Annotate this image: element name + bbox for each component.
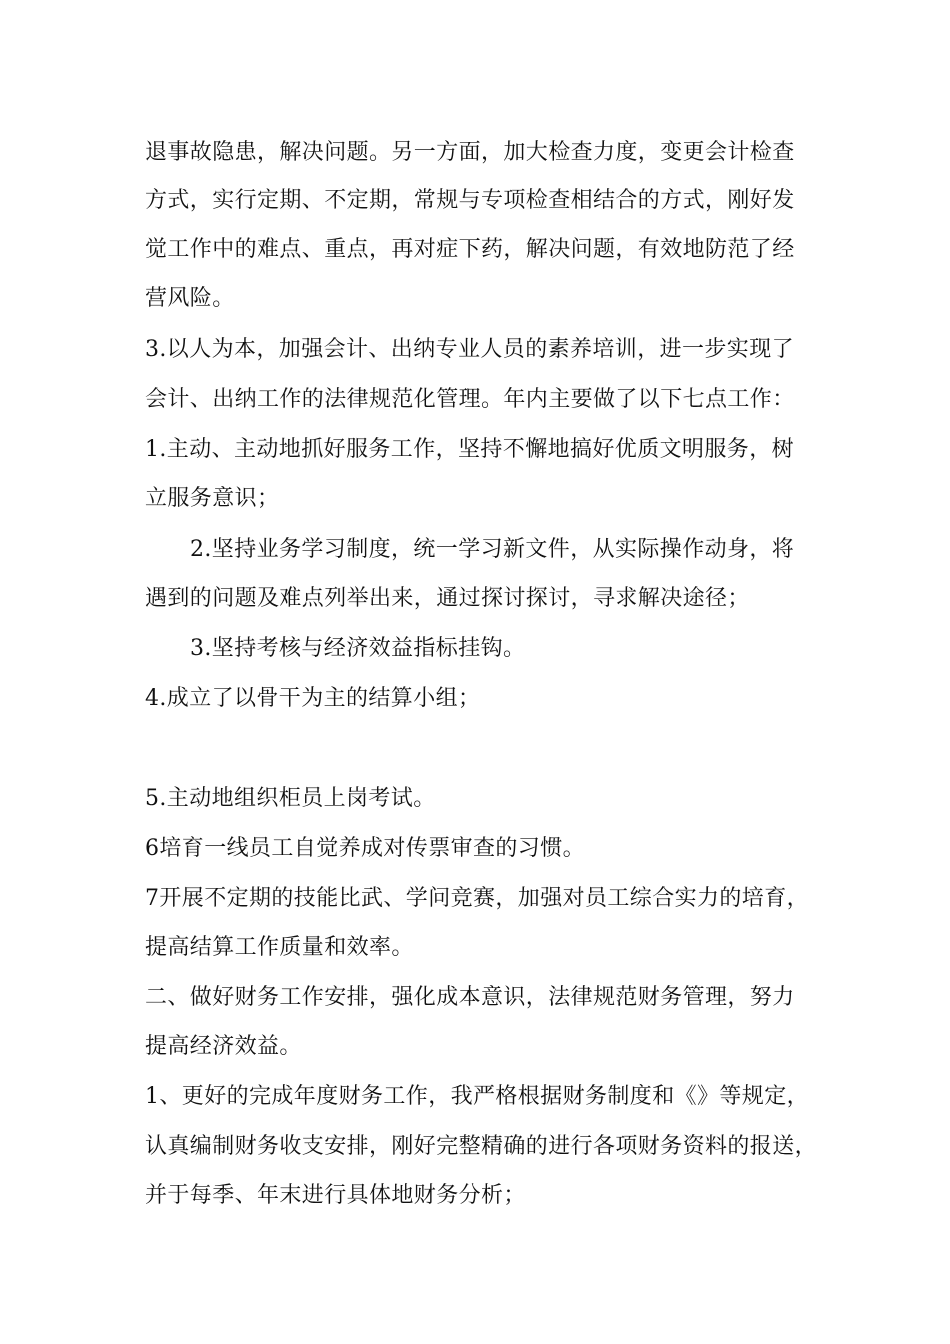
text-line: 遇到的问题及难点列举出来，通过探讨探讨，寻求解决途径； bbox=[145, 586, 750, 611]
text-line: 并于每季、年末进行具体地财务分析； bbox=[145, 1183, 526, 1208]
text-line: 4.成立了以骨干为主的结算小组； bbox=[145, 686, 481, 711]
text-line: 6培育一线员工自觉养成对传票审查的习惯。 bbox=[145, 836, 585, 861]
text-line: 退事故隐患，解决问题。另一方面，加大检查力度，变更会计检查 bbox=[145, 140, 795, 165]
text-line: 认真编制财务收支安排，刚好完整精确的进行各项财务资料的报送， bbox=[145, 1134, 818, 1159]
text-line: 会计、出纳工作的法律规范化管理。年内主要做了以下七点工作： bbox=[145, 387, 795, 412]
text-line: 3.以人为本，加强会计、出纳专业人员的素养培训，进一步实现了 bbox=[145, 337, 794, 362]
text-line: 1、更好的完成年度财务工作，我严格根据财务制度和《》等规定， bbox=[145, 1084, 809, 1109]
text-line: 3.坚持考核与经济效益指标挂钩。 bbox=[190, 636, 526, 661]
text-line: 方式，实行定期、不定期，常规与专项检查相结合的方式，刚好发 bbox=[145, 188, 795, 213]
text-line: 1.主动、主动地抓好服务工作，坚持不懈地搞好优质文明服务，树 bbox=[145, 437, 794, 462]
text-line: 2.坚持业务学习制度，统一学习新文件，从实际操作动身，将 bbox=[190, 537, 795, 562]
text-line: 觉工作中的难点、重点，再对症下药，解决问题，有效地防范了经 bbox=[145, 237, 795, 262]
text-line: 提高经济效益。 bbox=[145, 1034, 302, 1059]
text-line: 7开展不定期的技能比武、学问竞赛，加强对员工综合实力的培育， bbox=[145, 886, 809, 911]
text-line: 营风险。 bbox=[145, 286, 235, 311]
text-line: 5.主动地组织柜员上岗考试。 bbox=[145, 786, 436, 811]
text-line: 二、做好财务工作安排，强化成本意识，法律规范财务管理，努力 bbox=[145, 985, 795, 1010]
text-line: 立服务意识； bbox=[145, 486, 280, 511]
text-line: 提高结算工作质量和效率。 bbox=[145, 935, 414, 960]
